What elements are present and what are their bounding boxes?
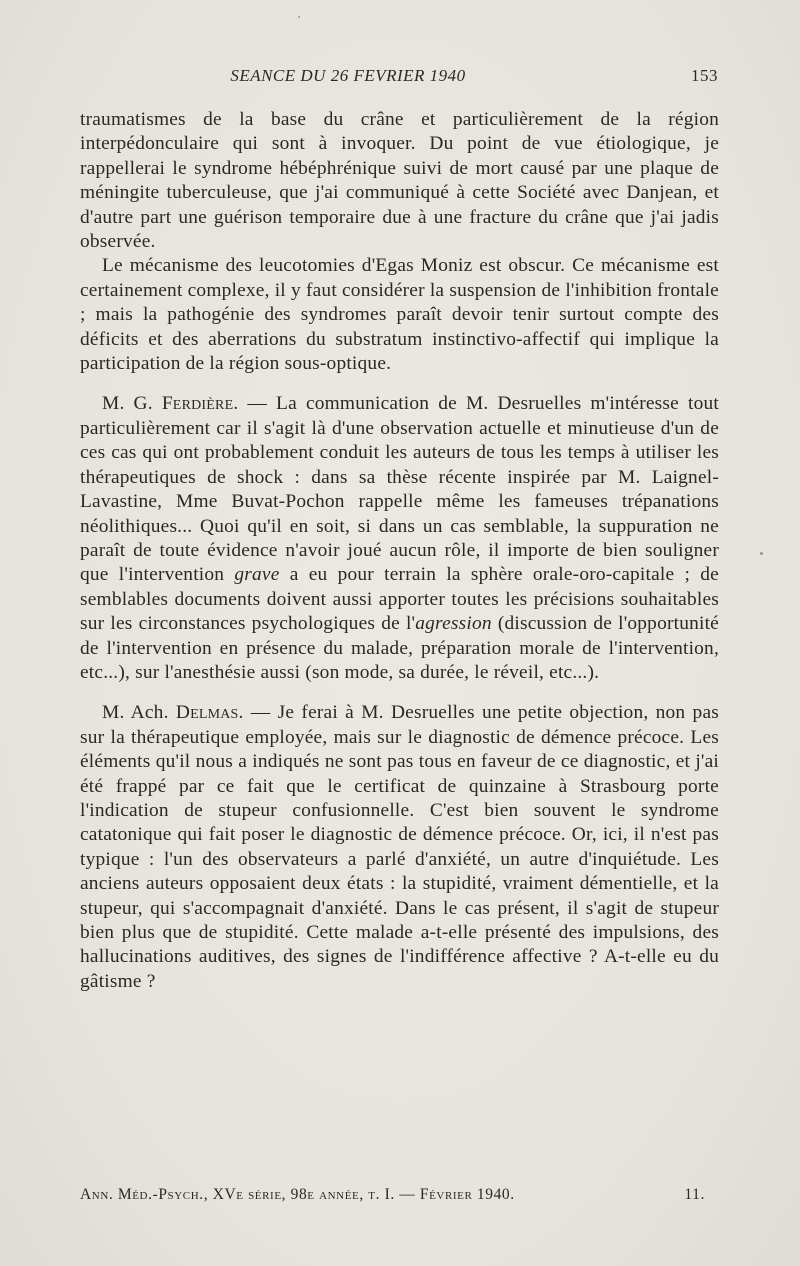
paper-speck [760,552,763,555]
italic-term: grave [234,564,280,586]
speaker-name: Ferdière. [161,393,239,415]
speaker-name: Delmas. [175,702,244,724]
paragraph-ferdiere [80,392,719,685]
running-head [78,66,718,90]
text-segment: — Je ferai à M. Desruelles une petite objection, non pas sur la thérapeutique employée, mais sur le diagnostic de démence précoce. Les éléments qu'il nous a indiqués ne sont pas tous en faveur de ce diagnostic, et j'ai été frappé par ce fait que le certificat de quinzaine à Strasbourg porte l'indication de stupeur confusionnelle. C'est bien souvent le syndrome catatonique qui fait poser le diagnostic de démence précoce. Or, ici, il n'est pas typique : l'un des observateurs a parlé d'anxiété, un autre d'inquiétude. Les anciens auteurs opposaient deux états : la stupidité, vraiment démentielle, et la stupeur, qui s'accompagnait d'anxiété. Dans le cas présent, il s'agit de stupeur bien plus que de stupidité. Cette malade a-t-elle présenté des impulsions, des hallucinations auditives, des signes de l'indifférence affective ? A-t-elle eu du gâtisme ? [80,702,720,992]
journal-citation: Ann. Méd.-Psych., XVe série, 98e année, t. I. — Février 1940. [80,1186,515,1203]
body-text [80,108,719,994]
speaker-prefix: M. G. [102,393,162,415]
speaker-prefix: M. Ach. [102,702,176,724]
running-title: SEANCE DU 26 FEVRIER 1940 [230,66,466,85]
text-segment: (discussion de l'opportunité de l'intervention en présence du malade, préparation morale de l'intervention, etc...), sur l'anesthésie aussi (son mode, sa durée, le réveil, etc...). [80,613,719,683]
paragraph-continuation: traumatismes de la base du crâne et particulièrement de la région interpédonculaire qui sont à invoquer. Du point de vue étiologique, je rappellerai le syndrome hébéphrénique suivi de mort causé par une plaque de méningite tuberculeuse, que j'ai communiqué à cette Société avec Danjean, et d'autre part une guérison temporaire due à une fracture du crâne que j'ai jadis observée. [80,109,719,253]
signature-mark: 11. [684,1186,705,1203]
paper-speck [298,16,300,18]
text-segment: a eu pour terrain la sphère orale-oro-capitale ; de semblables documents doivent aussi apporter toutes les précisions souhaitables sur les circonstances psychologiques de l' [80,564,719,635]
italic-term: agression [415,613,492,635]
page-number: 153 [691,66,718,85]
text-segment: — La communication de M. Desruelles m'intéresse tout particulièrement car il s'agit là d'une observation actuelle et minutieuse d'un de ces cas qui ont probablement conduit les auteurs de tous les temps à utiliser les thérapeutiques de shock : dans sa thèse récente inspirée par M. Laignel-Lavastine, Mme Buvat-Pochon rappelle même les fameuses trépanations néolithiques... Quoi qu'il en soit, si dans un cas semblable, la suppuration ne paraît de toute évidence n'avoir joué aucun rôle, il importe de bien souligner que l'intervention [80,393,719,586]
paragraph-delmas [80,701,719,994]
paragraph-leucotomies: Le mécanisme des leucotomies d'Egas Moniz est obscur. Ce mécanisme est certainement complexe, il y faut considérer la suspension de l'inhibition frontale ; mais la pathogénie des syndromes paraît devoir tenir surtout compte des déficits et des aberrations du substratum instinctivo-affectif qui implique la participation de la région sous-optique. [80,255,719,375]
